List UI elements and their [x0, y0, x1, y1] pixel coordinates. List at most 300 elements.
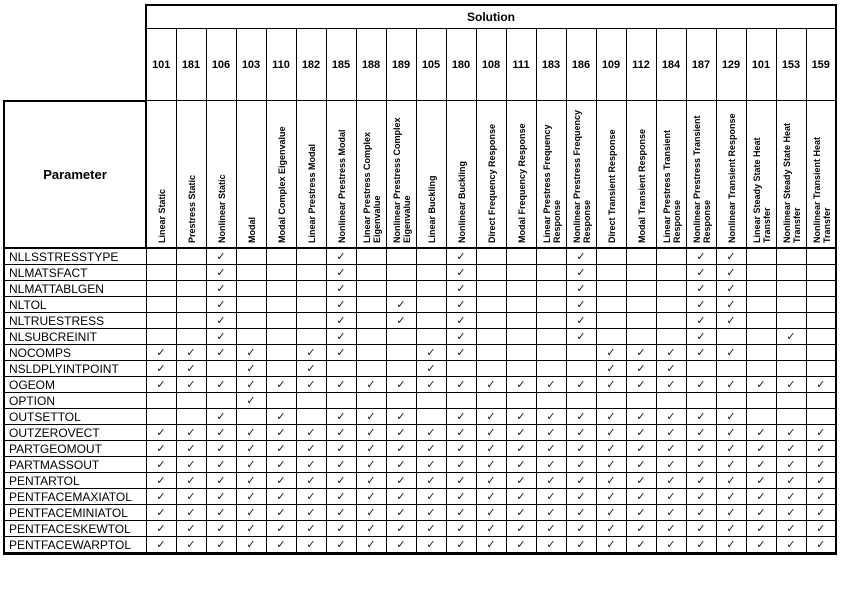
- solution-column-label: [239, 103, 265, 243]
- check-cell: [776, 265, 806, 281]
- check-cell: [236, 393, 266, 409]
- checkmark-icon: ✓: [186, 458, 196, 471]
- check-cell: [266, 521, 296, 537]
- check-cell: [326, 537, 356, 554]
- check-cell: [536, 537, 566, 554]
- checkmark-icon: ✓: [276, 522, 286, 535]
- check-cell: [686, 521, 716, 537]
- check-cell: [176, 425, 206, 441]
- solution-header: Solution: [146, 5, 836, 29]
- check-cell: [266, 473, 296, 489]
- checkmark-icon: ✓: [726, 442, 736, 455]
- check-cell: [716, 473, 746, 489]
- check-cell: [686, 329, 716, 345]
- solution-column-cell: [326, 101, 356, 249]
- check-cell: [386, 393, 416, 409]
- check-cell: [206, 377, 236, 393]
- checkmark-icon: ✓: [666, 378, 676, 391]
- check-cell: [806, 537, 836, 554]
- solution-code: 182: [296, 29, 326, 101]
- solution-code: 153: [776, 29, 806, 101]
- checkmark-icon: ✓: [216, 490, 226, 503]
- solution-column-cell: [566, 101, 596, 249]
- check-cell: [776, 409, 806, 425]
- check-cell: [626, 361, 656, 377]
- checkmark-icon: ✓: [246, 362, 256, 375]
- solution-code: 110: [266, 29, 296, 101]
- checkmark-icon: ✓: [336, 522, 346, 535]
- check-cell: [506, 297, 536, 313]
- solution-column-label: [329, 103, 355, 243]
- check-cell: [476, 393, 506, 409]
- checkmark-icon: ✓: [396, 474, 406, 487]
- solution-code: 181: [176, 29, 206, 101]
- check-cell: [536, 297, 566, 313]
- check-cell: [386, 457, 416, 473]
- checkmark-icon: ✓: [696, 506, 706, 519]
- checkmark-icon: ✓: [756, 490, 766, 503]
- check-cell: [566, 441, 596, 457]
- checkmark-icon: ✓: [186, 426, 196, 439]
- checkmark-icon: ✓: [696, 474, 706, 487]
- check-cell: [476, 409, 506, 425]
- parameter-header: Parameter: [4, 101, 146, 249]
- check-cell: [716, 265, 746, 281]
- checkmark-icon: ✓: [666, 474, 676, 487]
- check-cell: [776, 329, 806, 345]
- solution-column-cell: [536, 101, 566, 249]
- check-cell: [476, 457, 506, 473]
- checkmark-icon: ✓: [696, 410, 706, 423]
- checkmark-icon: ✓: [186, 522, 196, 535]
- checkmark-icon: ✓: [456, 346, 466, 359]
- check-cell: [656, 248, 686, 265]
- check-cell: [626, 425, 656, 441]
- checkmark-icon: ✓: [426, 522, 436, 535]
- checkmark-icon: ✓: [156, 378, 166, 391]
- checkmark-icon: ✓: [156, 426, 166, 439]
- solution-code: 186: [566, 29, 596, 101]
- table-row: [4, 409, 836, 425]
- check-cell: [296, 345, 326, 361]
- check-cell: [716, 393, 746, 409]
- check-cell: [716, 329, 746, 345]
- check-cell: [176, 377, 206, 393]
- checkmark-icon: ✓: [276, 442, 286, 455]
- checkmark-icon: ✓: [666, 522, 676, 535]
- check-cell: [776, 281, 806, 297]
- solution-column-label-text: Linear Prestress Transient Response: [661, 129, 682, 243]
- checkmark-icon: ✓: [306, 458, 316, 471]
- checkmark-icon: ✓: [246, 522, 256, 535]
- check-cell: [686, 313, 716, 329]
- checkmark-icon: ✓: [576, 266, 586, 279]
- checkmark-icon: ✓: [516, 458, 526, 471]
- check-cell: [626, 313, 656, 329]
- check-cell: [506, 248, 536, 265]
- check-cell: [716, 409, 746, 425]
- check-cell: [656, 505, 686, 521]
- checkmark-icon: ✓: [426, 426, 436, 439]
- check-cell: [476, 537, 506, 554]
- check-cell: [176, 313, 206, 329]
- check-cell: [176, 537, 206, 554]
- checkmark-icon: ✓: [606, 458, 616, 471]
- check-cell: [686, 489, 716, 505]
- check-cell: [806, 248, 836, 265]
- check-cell: [746, 313, 776, 329]
- checkmark-icon: ✓: [156, 506, 166, 519]
- check-cell: [326, 473, 356, 489]
- solution-column-label: [269, 103, 295, 243]
- check-cell: [236, 537, 266, 554]
- checkmark-icon: ✓: [696, 314, 706, 327]
- check-cell: [386, 537, 416, 554]
- check-cell: [566, 505, 596, 521]
- checkmark-icon: ✓: [216, 378, 226, 391]
- check-cell: [506, 441, 536, 457]
- checkmark-icon: ✓: [726, 474, 736, 487]
- checkmark-icon: ✓: [396, 506, 406, 519]
- check-cell: [536, 409, 566, 425]
- check-cell: [356, 441, 386, 457]
- check-cell: [716, 248, 746, 265]
- checkmark-icon: ✓: [696, 250, 706, 263]
- checkmark-icon: ✓: [726, 410, 736, 423]
- check-cell: [536, 345, 566, 361]
- check-cell: [776, 361, 806, 377]
- solution-column-label: [569, 103, 595, 243]
- check-cell: [266, 409, 296, 425]
- check-cell: [806, 345, 836, 361]
- checkmark-icon: ✓: [396, 378, 406, 391]
- check-cell: [506, 329, 536, 345]
- checkmark-icon: ✓: [216, 314, 226, 327]
- solution-column-cell: [236, 101, 266, 249]
- check-cell: [386, 409, 416, 425]
- check-cell: [296, 377, 326, 393]
- checkmark-icon: ✓: [366, 442, 376, 455]
- checkmark-icon: ✓: [786, 426, 796, 439]
- checkmark-icon: ✓: [246, 474, 256, 487]
- check-cell: [146, 313, 176, 329]
- checkmark-icon: ✓: [606, 506, 616, 519]
- check-cell: [446, 441, 476, 457]
- check-cell: [566, 489, 596, 505]
- check-cell: [506, 473, 536, 489]
- checkmark-icon: ✓: [306, 378, 316, 391]
- checkmark-icon: ✓: [606, 426, 616, 439]
- table-row: [4, 265, 836, 281]
- checkmark-icon: ✓: [456, 474, 466, 487]
- check-cell: [296, 537, 326, 554]
- checkmark-icon: ✓: [486, 378, 496, 391]
- solution-column-label-text: Modal Frequency Response: [516, 123, 527, 243]
- checkmark-icon: ✓: [756, 378, 766, 391]
- check-cell: [806, 521, 836, 537]
- check-cell: [746, 377, 776, 393]
- checkmark-icon: ✓: [336, 330, 346, 343]
- checkmark-icon: ✓: [186, 474, 196, 487]
- check-cell: [716, 377, 746, 393]
- checkmark-icon: ✓: [156, 522, 166, 535]
- table-row: [4, 473, 836, 489]
- checkmark-icon: ✓: [456, 458, 466, 471]
- check-cell: [296, 441, 326, 457]
- checkmark-icon: ✓: [636, 458, 646, 471]
- checkmark-icon: ✓: [246, 378, 256, 391]
- solution-column-label-text: Prestress Static: [186, 174, 197, 243]
- check-cell: [146, 489, 176, 505]
- check-cell: [656, 441, 686, 457]
- check-cell: [776, 505, 806, 521]
- checkmark-icon: ✓: [426, 506, 436, 519]
- check-cell: [266, 329, 296, 345]
- check-cell: [146, 265, 176, 281]
- check-cell: [656, 489, 686, 505]
- check-cell: [386, 297, 416, 313]
- check-cell: [596, 473, 626, 489]
- check-cell: [686, 505, 716, 521]
- checkmark-icon: ✓: [786, 330, 796, 343]
- checkmark-icon: ✓: [306, 474, 316, 487]
- checkmark-icon: ✓: [186, 490, 196, 503]
- check-cell: [326, 505, 356, 521]
- check-cell: [566, 521, 596, 537]
- checkmark-icon: ✓: [576, 330, 586, 343]
- check-cell: [686, 393, 716, 409]
- check-cell: [656, 473, 686, 489]
- check-cell: [656, 409, 686, 425]
- check-cell: [206, 489, 236, 505]
- check-cell: [416, 473, 446, 489]
- checkmark-icon: ✓: [696, 426, 706, 439]
- check-cell: [716, 441, 746, 457]
- checkmark-icon: ✓: [786, 538, 796, 551]
- checkmark-icon: ✓: [546, 410, 556, 423]
- solution-header-row: [4, 5, 836, 29]
- parameter-name: PARTGEOMOUT: [4, 441, 146, 457]
- check-cell: [236, 457, 266, 473]
- check-cell: [236, 441, 266, 457]
- check-cell: [416, 537, 446, 554]
- check-cell: [596, 537, 626, 554]
- checkmark-icon: ✓: [306, 522, 316, 535]
- checkmark-icon: ✓: [696, 282, 706, 295]
- checkmark-icon: ✓: [546, 490, 556, 503]
- check-cell: [596, 505, 626, 521]
- check-cell: [536, 313, 566, 329]
- checkmark-icon: ✓: [186, 538, 196, 551]
- check-cell: [806, 409, 836, 425]
- parameter-name: PENTFACEMAXIATOL: [4, 489, 146, 505]
- checkmark-icon: ✓: [726, 282, 736, 295]
- checkmark-icon: ✓: [216, 442, 226, 455]
- solution-column-label: [659, 103, 685, 243]
- checkmark-icon: ✓: [666, 490, 676, 503]
- checkmark-icon: ✓: [396, 490, 406, 503]
- checkmark-icon: ✓: [216, 538, 226, 551]
- check-cell: [536, 377, 566, 393]
- solution-column-label-text: Nonlinear Transient Response: [726, 113, 737, 243]
- check-cell: [236, 425, 266, 441]
- check-cell: [236, 313, 266, 329]
- checkmark-icon: ✓: [696, 266, 706, 279]
- check-cell: [746, 409, 776, 425]
- check-cell: [626, 248, 656, 265]
- checkmark-icon: ✓: [666, 538, 676, 551]
- check-cell: [536, 441, 566, 457]
- checkmark-icon: ✓: [636, 490, 646, 503]
- check-cell: [446, 537, 476, 554]
- solution-code: 184: [656, 29, 686, 101]
- checkmark-icon: ✓: [606, 346, 616, 359]
- check-cell: [776, 345, 806, 361]
- checkmark-icon: ✓: [606, 522, 616, 535]
- checkmark-icon: ✓: [516, 538, 526, 551]
- checkmark-icon: ✓: [726, 538, 736, 551]
- check-cell: [806, 393, 836, 409]
- check-cell: [296, 393, 326, 409]
- solution-column-cell: [356, 101, 386, 249]
- check-cell: [176, 265, 206, 281]
- checkmark-icon: ✓: [726, 266, 736, 279]
- check-cell: [656, 345, 686, 361]
- check-cell: [176, 473, 206, 489]
- check-cell: [596, 425, 626, 441]
- check-cell: [566, 297, 596, 313]
- check-cell: [476, 248, 506, 265]
- check-cell: [386, 489, 416, 505]
- checkmark-icon: ✓: [276, 538, 286, 551]
- check-cell: [146, 329, 176, 345]
- check-cell: [536, 425, 566, 441]
- check-cell: [386, 441, 416, 457]
- checkmark-icon: ✓: [156, 458, 166, 471]
- check-cell: [536, 329, 566, 345]
- solution-code: 187: [686, 29, 716, 101]
- check-cell: [296, 457, 326, 473]
- table-row: [4, 457, 836, 473]
- solution-code: 109: [596, 29, 626, 101]
- checkmark-icon: ✓: [216, 266, 226, 279]
- check-cell: [626, 505, 656, 521]
- check-cell: [386, 281, 416, 297]
- checkmark-icon: ✓: [396, 410, 406, 423]
- check-cell: [626, 297, 656, 313]
- checkmark-icon: ✓: [426, 474, 436, 487]
- checkmark-icon: ✓: [456, 538, 466, 551]
- check-cell: [776, 377, 806, 393]
- checkmark-icon: ✓: [156, 362, 166, 375]
- table-row: [4, 393, 836, 409]
- checkmark-icon: ✓: [696, 538, 706, 551]
- check-cell: [266, 345, 296, 361]
- table-row: [4, 505, 836, 521]
- solution-code: 159: [806, 29, 836, 101]
- check-cell: [806, 377, 836, 393]
- check-cell: [716, 537, 746, 554]
- check-cell: [506, 425, 536, 441]
- check-cell: [446, 345, 476, 361]
- parameter-name: OUTSETTOL: [4, 409, 146, 425]
- solution-column-label-text: Linear Static: [156, 188, 167, 243]
- check-cell: [716, 425, 746, 441]
- check-cell: [266, 313, 296, 329]
- check-cell: [686, 441, 716, 457]
- checkmark-icon: ✓: [576, 250, 586, 263]
- check-cell: [326, 361, 356, 377]
- checkmark-icon: ✓: [216, 506, 226, 519]
- checkmark-icon: ✓: [486, 538, 496, 551]
- solution-column-cell: [266, 101, 296, 249]
- checkmark-icon: ✓: [726, 458, 736, 471]
- checkmark-icon: ✓: [696, 522, 706, 535]
- check-cell: [776, 393, 806, 409]
- check-cell: [446, 393, 476, 409]
- checkmark-icon: ✓: [576, 410, 586, 423]
- checkmark-icon: ✓: [546, 538, 556, 551]
- check-cell: [176, 409, 206, 425]
- solution-column-label: [749, 103, 775, 243]
- check-cell: [746, 473, 776, 489]
- check-cell: [146, 377, 176, 393]
- check-cell: [686, 281, 716, 297]
- check-cell: [416, 521, 446, 537]
- checkmark-icon: ✓: [426, 378, 436, 391]
- check-cell: [296, 248, 326, 265]
- check-cell: [596, 409, 626, 425]
- check-cell: [746, 393, 776, 409]
- checkmark-icon: ✓: [636, 410, 646, 423]
- solution-code: 185: [326, 29, 356, 101]
- check-cell: [176, 457, 206, 473]
- checkmark-icon: ✓: [576, 426, 586, 439]
- check-cell: [296, 505, 326, 521]
- check-cell: [596, 441, 626, 457]
- check-cell: [566, 329, 596, 345]
- table-row: [4, 345, 836, 361]
- checkmark-icon: ✓: [366, 490, 376, 503]
- check-cell: [416, 281, 446, 297]
- checkmark-icon: ✓: [816, 490, 826, 503]
- checkmark-icon: ✓: [156, 474, 166, 487]
- parameter-name: PENTFACEWARPTOL: [4, 537, 146, 554]
- solution-column-label-text: Nonlinear Prestress Modal: [336, 129, 347, 243]
- check-cell: [536, 281, 566, 297]
- solution-code: 103: [236, 29, 266, 101]
- checkmark-icon: ✓: [696, 378, 706, 391]
- check-cell: [746, 425, 776, 441]
- checkmark-icon: ✓: [516, 506, 526, 519]
- check-cell: [296, 409, 326, 425]
- checkmark-icon: ✓: [516, 410, 526, 423]
- check-cell: [476, 441, 506, 457]
- checkmark-icon: ✓: [186, 378, 196, 391]
- check-cell: [746, 361, 776, 377]
- check-cell: [416, 313, 446, 329]
- solution-column-label: [419, 103, 445, 243]
- parameter-name: OUTZEROVECT: [4, 425, 146, 441]
- checkmark-icon: ✓: [456, 282, 466, 295]
- checkmark-icon: ✓: [276, 506, 286, 519]
- checkmark-icon: ✓: [246, 538, 256, 551]
- checkmark-icon: ✓: [246, 394, 256, 407]
- solution-column-cell: [716, 101, 746, 249]
- check-cell: [686, 265, 716, 281]
- check-cell: [596, 489, 626, 505]
- check-cell: [506, 457, 536, 473]
